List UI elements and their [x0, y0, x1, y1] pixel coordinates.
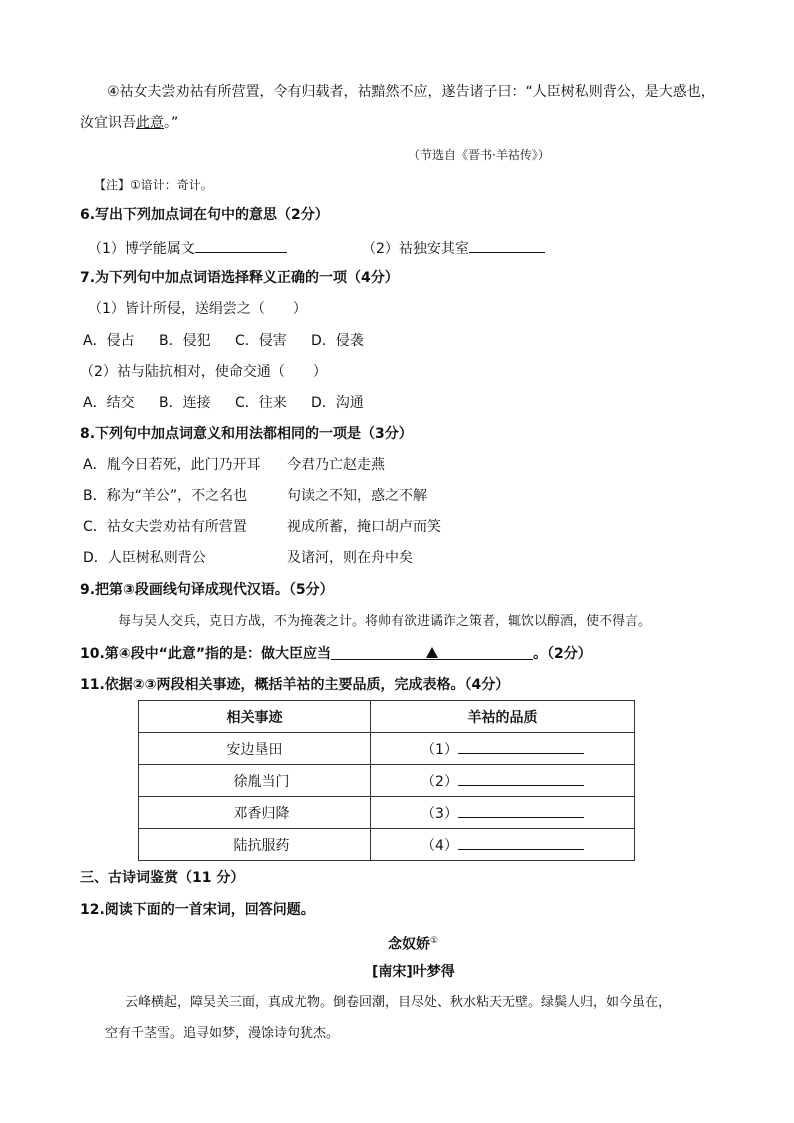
answer-blank[interactable]	[458, 739, 584, 754]
poem-title	[388, 932, 438, 954]
table-cell-answer[interactable]	[371, 733, 635, 765]
answer-blank[interactable]	[331, 645, 533, 660]
question-10	[80, 645, 592, 663]
question-7-sub-2-options	[83, 394, 364, 412]
answer-number: （2）	[421, 773, 458, 790]
question-7-sub-1-options	[83, 332, 364, 350]
item-text: （2）祜独安其室	[362, 241, 469, 257]
question-8-option-b[interactable]	[83, 487, 427, 505]
option[interactable]: B．侵犯	[159, 333, 211, 349]
answer-blank[interactable]	[195, 238, 287, 253]
question-6-title: 6.写出下列加点词在句中的意思（2分）	[80, 207, 329, 223]
question-10-text: 10.第④段中“此意”指的是：做大臣应当	[80, 646, 332, 662]
table-row	[139, 733, 635, 765]
section-3-title: 三、古诗词鉴赏（11 分）	[80, 870, 245, 886]
underlined-phrase: 此意	[136, 115, 164, 131]
option[interactable]: B．连接	[159, 395, 211, 411]
qualities-table	[138, 700, 635, 861]
question-10-points: 。（2分）	[533, 646, 592, 662]
question-11-title: 11.依据②③两段相关事迹，概括羊祜的主要品质，完成表格。（4分）	[80, 677, 510, 693]
question-7-sub-2: （2）祜与陆抗相对，使命交通（ ）	[80, 364, 327, 380]
table-cell-answer[interactable]	[371, 765, 635, 797]
question-12-title: 12.阅读下面的一首宋词，回答问题。	[80, 902, 315, 918]
option-right: 今君乃亡赵走燕	[287, 457, 385, 473]
question-8-option-c[interactable]	[83, 518, 441, 536]
option[interactable]: D．侵袭	[311, 333, 364, 349]
option-left: A．胤今日若死，此门乃开耳	[83, 457, 261, 473]
option[interactable]: D．沟通	[311, 395, 364, 411]
answer-blank[interactable]	[458, 803, 584, 818]
footnote-mark: ①	[430, 936, 439, 946]
triangle-marker-icon	[426, 647, 438, 658]
answer-number: （1）	[421, 741, 458, 758]
item-text: （1）博学能属文	[88, 241, 195, 257]
table-header-quality: 羊祜的品质	[371, 701, 635, 733]
table-cell-answer[interactable]	[371, 829, 635, 861]
question-9-title: 9.把第③段画线句译成现代汉语。（5分）	[80, 582, 334, 598]
table-cell-event: 邓香归降	[139, 797, 371, 829]
question-8-option-d[interactable]	[83, 549, 413, 567]
table-header-event: 相关事迹	[139, 701, 371, 733]
option-left: D．人臣树私则背公	[83, 550, 206, 566]
question-8-option-a[interactable]	[83, 456, 385, 474]
option[interactable]: A．侵占	[83, 333, 135, 349]
question-6-item-1	[88, 238, 287, 258]
line-text: 汝宜识吾	[80, 115, 136, 131]
line-text: 。”	[164, 115, 179, 131]
option-right: 视成所蓄，掩口胡卢而笑	[287, 519, 441, 535]
table-cell-event: 安边垦田	[139, 733, 371, 765]
option-left: B．称为“羊公”，不之名也	[83, 488, 248, 504]
question-9-sentence: 每与吴人交兵，克日方战，不为掩袭之计。将帅有欲进谲诈之策者，辄饮以醇酒，使不得言。	[118, 614, 652, 629]
option-right: 及诸河，则在舟中矣	[287, 550, 413, 566]
poem-author: [南宋]叶梦得	[372, 964, 455, 980]
answer-blank[interactable]	[458, 771, 584, 786]
passage-source: （节选自《晋书·羊祜传》）	[408, 148, 550, 162]
table-cell-event: 徐胤当门	[139, 765, 371, 797]
poem-title-text: 念奴娇	[388, 936, 430, 953]
answer-blank[interactable]	[458, 835, 584, 850]
table-row	[139, 797, 635, 829]
question-8-title: 8.下列句中加点词意义和用法都相同的一项是（3分）	[80, 426, 413, 442]
table-row	[139, 829, 635, 861]
poem-line-1: 云峰横起，障吴关三面，真成尤物。倒卷回潮，目尽处、秋水粘天无壁。绿鬓人归，如今虽在，	[125, 995, 672, 1010]
question-6-item-2	[362, 238, 545, 258]
table-cell-answer[interactable]	[371, 797, 635, 829]
question-7-title: 7.为下列句中加点词语选择释义正确的一项（4分）	[80, 270, 399, 286]
answer-number: （3）	[421, 805, 458, 822]
option[interactable]: A．结交	[83, 395, 135, 411]
answer-blank[interactable]	[469, 238, 545, 253]
passage-paragraph-4-line-2	[80, 114, 178, 132]
answer-number: （4）	[421, 837, 458, 854]
table-row	[139, 765, 635, 797]
passage-paragraph-4-line-1: ④祜女夫尝劝祜有所营置，令有归载者，祜黯然不应，遂告诸子曰：“人臣树私则背公，是大惑也，	[107, 84, 715, 100]
option[interactable]: C．侵害	[235, 333, 287, 349]
option-left: C．祜女夫尝劝祜有所营置	[83, 519, 247, 535]
annotation-note: 【注】①谙计：奇计。	[94, 178, 213, 192]
poem-line-2: 空有千茎雪。追寻如梦，漫馀诗句犹杰。	[105, 1026, 340, 1041]
table-header-row	[139, 701, 635, 733]
question-7-sub-1: （1）皆计所侵，送绢尝之（ ）	[88, 301, 307, 317]
option[interactable]: C．往来	[235, 395, 287, 411]
option-right: 句读之不知，惑之不解	[287, 488, 427, 504]
table-cell-event: 陆抗服药	[139, 829, 371, 861]
